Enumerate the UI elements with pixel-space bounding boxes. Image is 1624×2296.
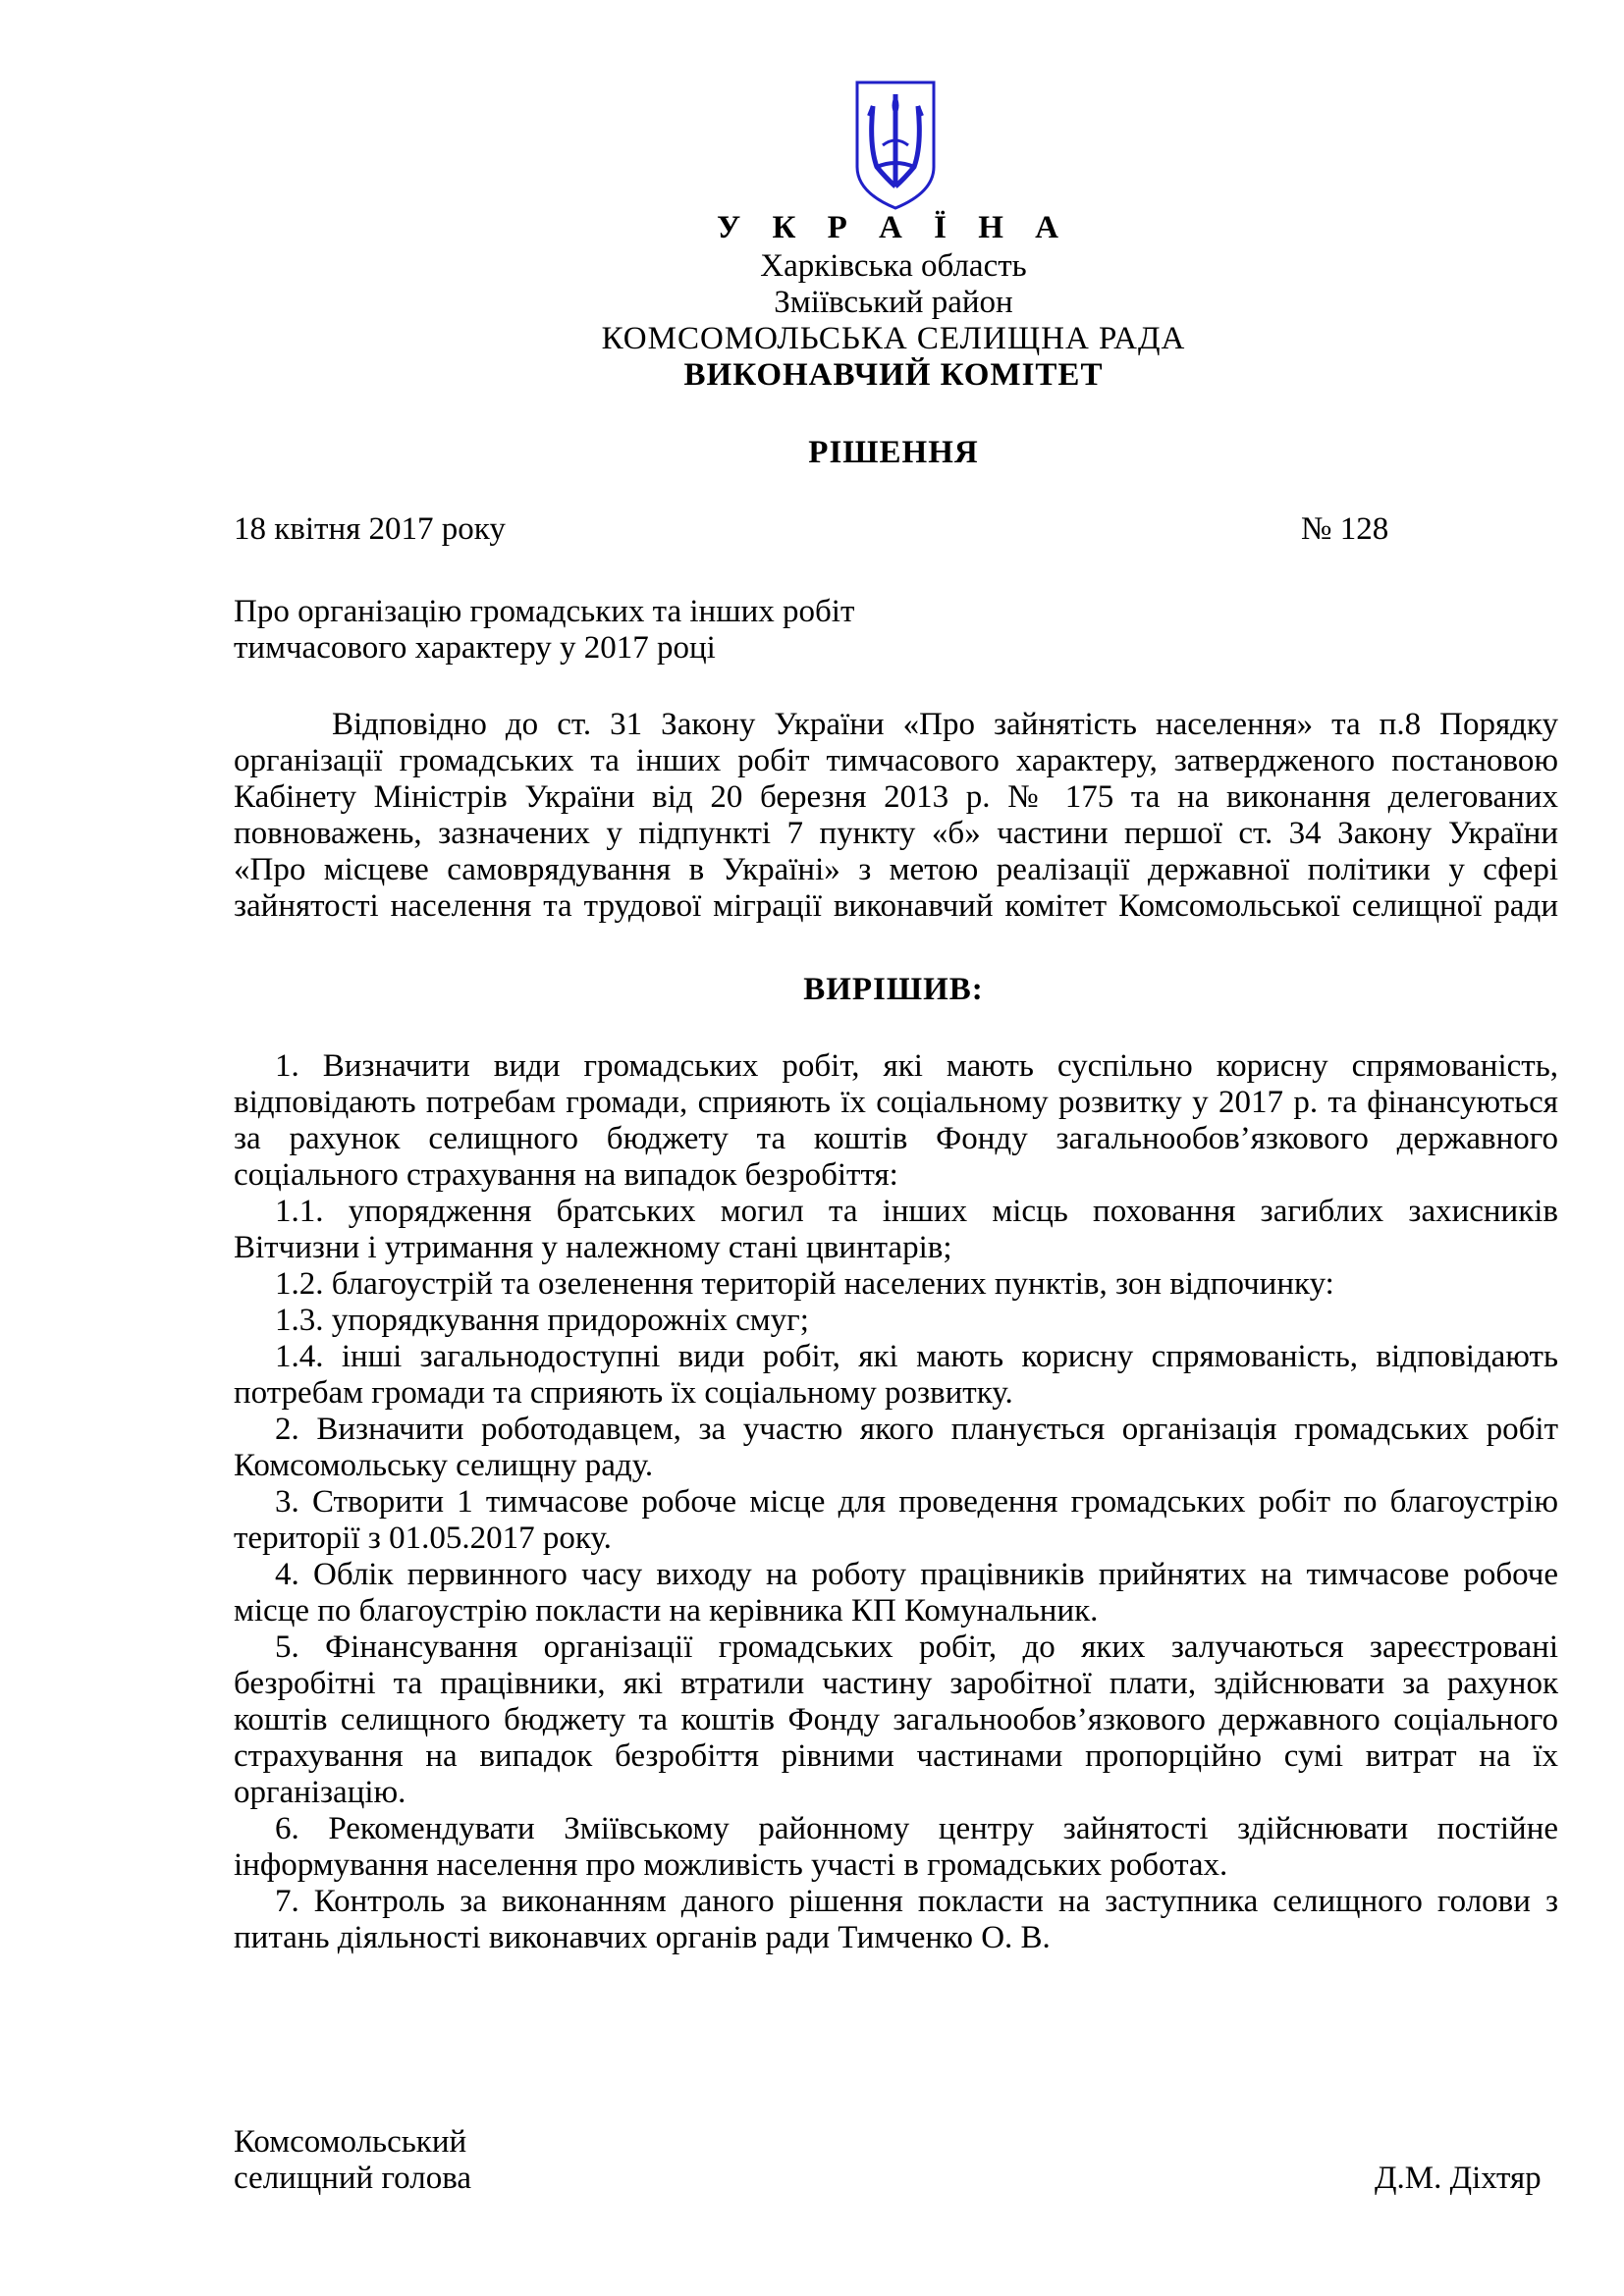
signatory-title-line: Комсомольський [234,2124,467,2160]
body-line: 3. Створити 1 тимчасове робоче місце для проведення громадських робіт по благоустрію [275,1484,1558,1520]
preamble-line: Кабінету Міністрів України від 20 березня 2013 р. № 175 та на виконання делегованих [234,779,1558,815]
body-line: 1.2. благоустрій та озеленення територій населених пунктів, зон відпочинку: [275,1266,1334,1302]
body-line: організацію. [234,1775,406,1810]
body-line: 1.3. упорядкування придорожніх смуг; [275,1303,809,1338]
committee-name: ВИКОНАВЧИЙ КОМІТЕТ [683,357,1104,393]
body-line: Вітчизни і утримання у належному стані цвинтарів; [234,1230,952,1265]
body-line: соціального страхування на випадок безробіття: [234,1157,898,1193]
body-line: 1.1. упорядження братських могил та інших місць поховання загиблих захисників [275,1194,1558,1229]
preamble-line: «Про місцеве самоврядування в Україні» з метою реалізації державної політики у сфері [234,852,1558,887]
preamble-line: зайнятості населення та трудової міграції виконавчий комітет Комсомольської селищної ради [234,888,1558,924]
subject-line: тимчасового характеру у 2017 році [234,630,716,666]
body-line: 7. Контроль за виконанням даного рішення покласти на заступника селищного голови з [275,1884,1558,1919]
preamble [234,707,1558,925]
body-line: 1. Визначити види громадських робіт, які мають суспільно корисну спрямованість, [275,1048,1558,1084]
document-number: № 128 [1301,511,1389,547]
resolution-body [234,1048,1558,1956]
body-line: 6. Рекомендувати Зміївському районному центру зайнятості здійснювати постійне [275,1811,1558,1846]
body-line: потребам громади та сприяють їх соціальному розвитку. [234,1375,1013,1411]
body-line: питань діяльності виконавчих органів ради Тимченко О. В. [234,1920,1051,1955]
document-title: РІШЕННЯ [808,435,979,470]
trident-coat-of-arms-icon [851,77,940,214]
body-line: 5. Фінансування організації громадських робіт, до яких залучаються зареєстровані [275,1629,1558,1665]
signatory-title [234,2124,471,2197]
preamble-line: організації громадських та інших робіт тимчасового характеру, затвердженого постановою [234,743,1558,778]
body-line: коштів селищного бюджету та коштів Фонду загальнообов’язкового державного соціального [234,1702,1558,1737]
body-line: 1.4. інші загальнодоступні види робіт, які мають корисну спрямованість, відповідають [275,1339,1558,1374]
body-line: відповідають потребам громади, сприяють їх соціальному розвитку у 2017 р. та фінансуються [234,1085,1558,1120]
country-name: У К Р А Ї Н А [717,210,1070,245]
body-line: інформування населення про можливість участі в громадських роботах. [234,1847,1228,1883]
signatory-title-line: селищний голова [234,2161,472,2196]
body-line: території з 01.05.2017 року. [234,1521,612,1556]
document-subject [234,594,980,667]
body-line: 4. Облік первинного часу виходу на роботу працівників прийнятих на тимчасове робоче [275,1557,1558,1592]
body-line: місце по благоустрію покласти на керівника КП Комунальник. [234,1593,1099,1629]
council-name: КОМСОМОЛЬСЬКА СЕЛИЩНА РАДА [601,321,1186,356]
body-line: за рахунок селищного бюджету та коштів Фонду загальнообов’язкового державного [234,1121,1558,1156]
subject-line: Про організацію громадських та інших робіт [234,594,855,629]
preamble-line: повноважень, зазначених у підпункті 7 пункту «б» частини першої ст. 34 Закону України [234,816,1558,851]
resolved-heading: ВИРІШИВ: [803,972,984,1007]
district-name: Зміївський район [774,285,1013,320]
body-line: 2. Визначити роботодавцем, за участю якого планується організація громадських робіт [275,1412,1558,1447]
body-line: безробітні та працівники, які втратили частину заробітної плати, здійснювати за рахунок [234,1666,1558,1701]
document-date: 18 квітня 2017 року [234,511,506,547]
body-line: Комсомольську селищну раду. [234,1448,654,1483]
region-name: Харківська область [760,248,1027,284]
signatory-name: Д.М. Діхтяр [1375,2161,1542,2196]
body-line: страхування на випадок безробіття рівними частинами пропорційно сумі витрат на їх [234,1738,1558,1774]
preamble-line: Відповідно до ст. 31 Закону України «Про зайнятість населення» та п.8 Порядку [332,707,1558,742]
